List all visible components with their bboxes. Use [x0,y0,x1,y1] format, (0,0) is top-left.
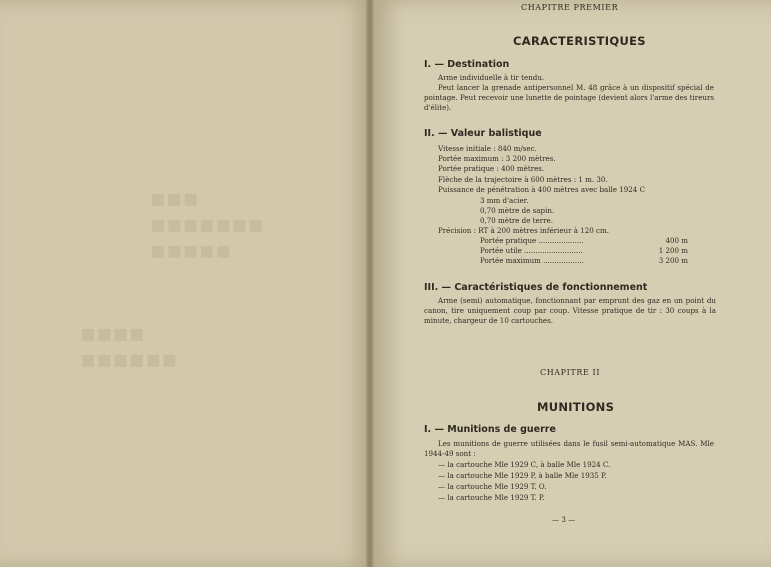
range-row [480,246,688,256]
section-title: I. — Destination [424,59,510,70]
list-item: — la cartouche Mle 1929 T. O. [438,482,547,491]
chapter-heading: CHAPITRE PREMIER [521,3,619,12]
spec-line: Puissance de pénétration à 400 mètres avec balle 1924 C [438,185,645,194]
show-through-text: ▪▪▪▪ ▪▪▪▪▪▪ [80,319,178,373]
list-item: — la cartouche Mle 1929 P, à balle Mle 1935 P. [438,471,607,480]
spec-subline: 0,70 mètre de sapin. [480,206,555,215]
section-title: II. — Valeur balistique [424,128,542,139]
spec-line: Vitesse initiale : 840 m/sec. [438,144,537,153]
section-title: I. — Munitions de guerre [424,424,556,435]
chapter-heading: CHAPITRE II [540,368,601,377]
paragraph: Arme (semi) automatique, fonctionnant par emprunt des gaz en un point du canon, tire uniquement coup par coup. Vitesse pratique de tir : 30 coups à la minute, chargeur de 10 cartouches. [424,296,716,325]
section-title: III. — Caractéristiques de fonctionnement [424,282,648,293]
paragraph: Arme individuelle à tir tendu. [438,73,545,82]
spec-line: Portée maximum : 3 200 mètres. [438,154,556,163]
spec-line: Flèche de la trajectoire à 600 mètres : 1 m. 30. [438,175,608,184]
range-value: 400 m [665,236,688,245]
paragraph: Peut lancer la grenade antipersonnel M. 48 grâce à un dispositif spécial de pointage. Peut recevoir une lunette de pointage (devient alors l'arme des tireurs d'élite). [424,83,714,112]
spec-line: Portée pratique : 400 mètres. [438,164,545,173]
list-item: — la cartouche Mle 1929 C, à balle Mle 1924 C. [438,460,611,469]
range-label: Portée maximum .................. [480,256,584,265]
spec-subline: 3 mm d'acier. [480,196,529,205]
range-label: Portée pratique .................... [480,236,584,245]
list-item: — la cartouche Mle 1929 T. P. [438,493,545,502]
chapter-title: MUNITIONS [537,400,615,414]
paragraph: Les munitions de guerre utilisées dans le fusil semi-automatique MAS. Mle 1944-49 sont : [424,439,714,458]
left-page [0,0,372,567]
range-row [480,236,688,246]
range-value: 1 200 m [658,246,688,255]
show-through-text: ▪▪▪ ▪▪▪▪▪▪▪ ▪▪▪▪▪ [150,184,264,264]
book-gutter [366,0,374,567]
page-number: — 3 — [552,515,576,524]
range-label: Portée utile .......................... [480,246,583,255]
chapter-title: CARACTERISTIQUES [513,34,646,48]
spec-subline: 0,70 mètre de terre. [480,216,553,225]
precision-line: Précision : RT à 200 mètres inférieur à 120 cm. [438,226,609,235]
range-row [480,256,688,266]
range-value: 3 200 m [658,256,688,265]
